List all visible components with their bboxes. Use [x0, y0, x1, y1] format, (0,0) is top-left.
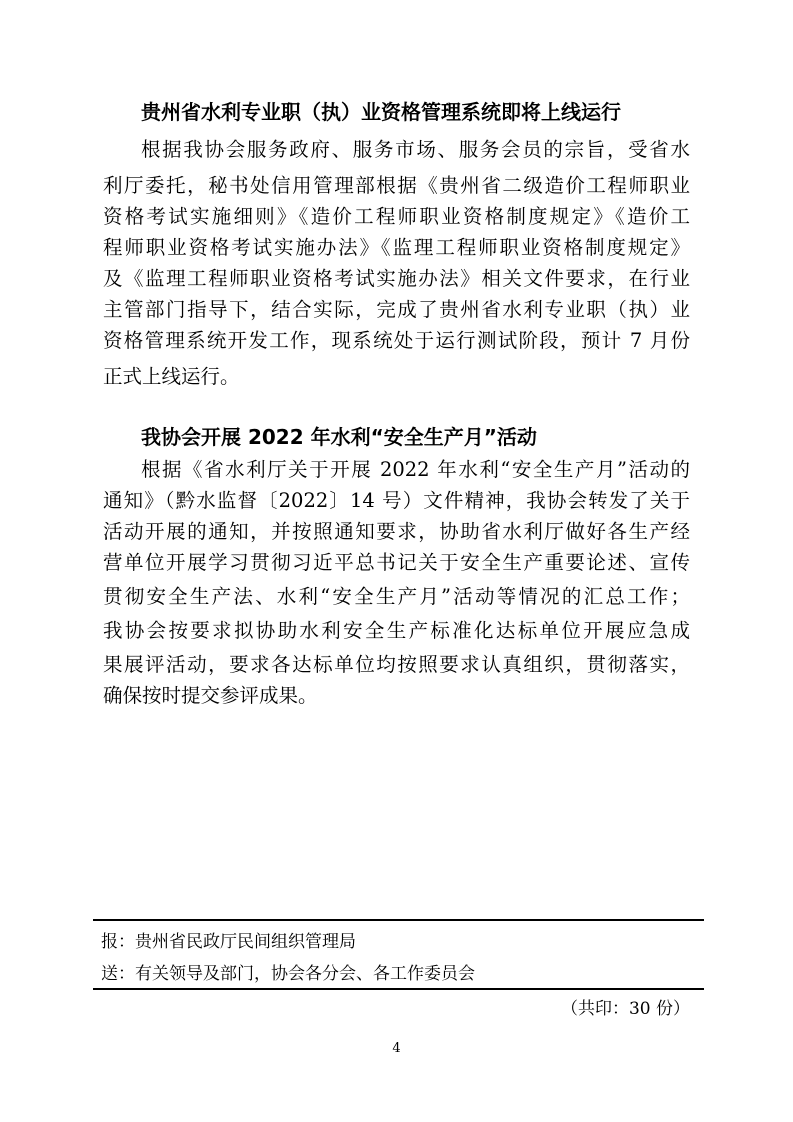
- paragraph-line: 通知》（黔水监督〔2022〕14 号）文件精神，我协会转发了关于: [103, 489, 690, 512]
- paragraph-line: 果展评活动，要求各达标单位均按照要求认真组织，贯彻落实，: [103, 653, 690, 676]
- page-number: 4: [392, 1041, 401, 1056]
- paragraph-line: 根据我协会服务政府、服务市场、服务会员的宗旨，受省水: [141, 138, 690, 161]
- paragraph-line: 资格考试实施细则》《造价工程师职业资格制度规定》《造价工: [103, 205, 690, 228]
- paragraph-line: 资格管理系统开发工作，现系统处于运行测试阶段，预计 7 月份: [103, 329, 690, 352]
- divider-top: [93, 919, 704, 921]
- paragraph-line: 根据《省水利厅关于开展 2022 年水利“安全生产月”活动的: [141, 458, 690, 481]
- divider-bottom: [93, 988, 704, 990]
- paragraph-line: 程师职业资格考试实施办法》《监理工程师职业资格制度规定》: [103, 236, 690, 259]
- section2-title: 我协会开展 2022 年水利“安全生产月”活动: [141, 425, 537, 449]
- paragraph-line: 贯彻安全生产法、水利“安全生产月”活动等情况的汇总工作；: [103, 585, 690, 608]
- paragraph-line: 活动开展的通知，并按照通知要求，协助省水利厅做好各生产经: [103, 520, 690, 543]
- paragraph-line: 我协会按要求拟协助水利安全生产标准化达标单位开展应急成: [103, 619, 690, 642]
- copies-count: （共印：30 份）: [560, 999, 690, 1019]
- paragraph-line: 主管部门指导下，结合实际，完成了贵州省水利专业职（执）业: [103, 298, 690, 321]
- paragraph-line: 及《监理工程师职业资格考试实施办法》相关文件要求，在行业: [103, 267, 690, 290]
- paragraph-line: 确保按时提交参评成果。: [103, 684, 318, 707]
- send-to-line: 送：有关领导及部门，协会各分会、各工作委员会: [101, 964, 475, 984]
- paragraph-line: 利厅委托，秘书处信用管理部根据《贵州省二级造价工程师职业: [103, 174, 690, 197]
- section1-title: 贵州省水利专业职（执）业资格管理系统即将上线运行: [141, 100, 621, 124]
- paragraph-line: 营单位开展学习贯彻习近平总书记关于安全生产重要论述、宣传: [103, 551, 690, 574]
- report-to-line: 报：贵州省民政厅民间组织管理局: [101, 932, 356, 952]
- paragraph-line: 正式上线运行。: [103, 365, 240, 388]
